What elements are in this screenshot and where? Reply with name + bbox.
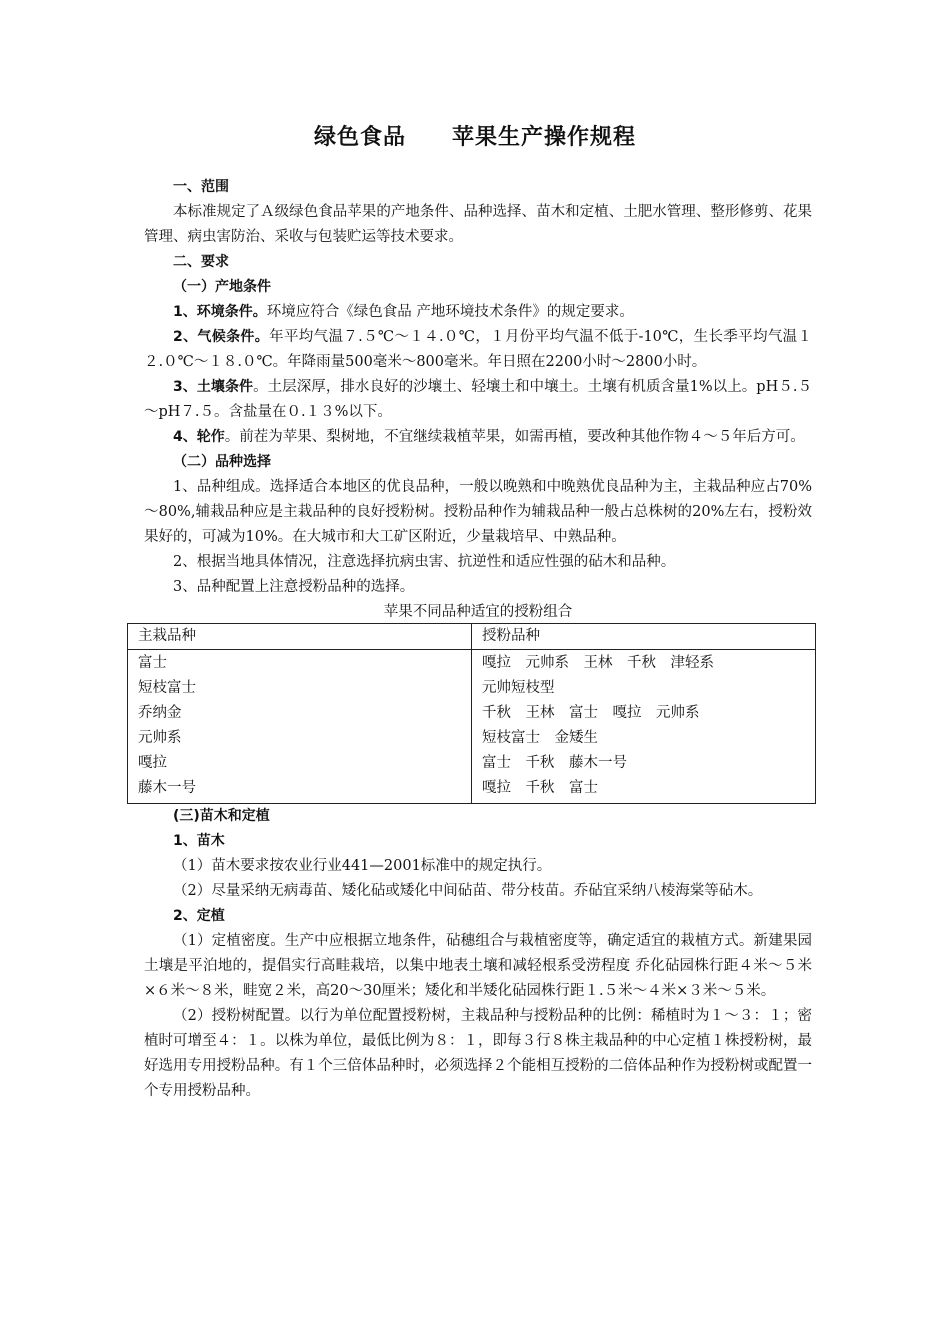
main-variety-cell: 藤木一号 <box>138 779 196 796</box>
pollination-table <box>127 623 816 804</box>
climate-label: 2、气候条件。 <box>173 329 270 345</box>
pollinator-variety-column <box>472 649 816 803</box>
seedling-paragraph-2: （2）尽量采纳无病毒苗、矮化砧或矮化中间砧苗、带分枝苗。乔砧宜采纳八棱海棠等砧木。 <box>173 882 763 899</box>
pollinator-variety-cell: 嘎拉 元帅系 王林 千秋 津轻系 <box>482 654 714 671</box>
heading-planting: 2、定植 <box>173 907 225 924</box>
environment-label: 1、环境条件。 <box>173 304 267 320</box>
scope-paragraph: 本标准规定了Ａ级绿色食品苹果的产地条件、品种选择、苗木和定植、土肥水管理、整形修剪、花果管理、病虫害防治、采收与包装贮运等技术要求。 <box>144 204 812 245</box>
soil-paragraph <box>144 375 812 425</box>
soil-label: 3、土壤条件 <box>173 379 254 395</box>
table-body-row <box>128 649 816 803</box>
variety-paragraph-3: 3、品种配置上注意授粉品种的选择。 <box>173 579 415 595</box>
pollinator-variety-cell: 嘎拉 千秋 富士 <box>482 779 598 796</box>
subsection-heading-variety: （二）品种选择 <box>173 454 271 470</box>
pollinator-variety-cell: 千秋 王林 富士 嘎拉 元帅系 <box>482 704 700 721</box>
pollinator-variety-cell: 富士 千秋 藤木一号 <box>482 754 627 771</box>
rotation-paragraph <box>144 425 812 450</box>
main-variety-cell: 短枝富士 <box>138 679 196 696</box>
pollinator-variety-cell: 短枝富士 金矮生 <box>482 729 598 746</box>
main-variety-cell: 元帅系 <box>138 729 182 746</box>
environment-paragraph <box>144 300 812 325</box>
rotation-text: 。前茬为苹果、梨树地，不宜继续栽植苹果，如需再植，要改种其他作物４～５年后方可。 <box>224 429 805 445</box>
table-header-row <box>128 624 816 650</box>
section-heading-scope: 一、范围 <box>173 179 229 195</box>
document-title: 绿色食品 苹果生产操作规程 <box>313 125 636 150</box>
main-variety-cell: 富士 <box>138 654 167 671</box>
pollinator-variety-cell: 元帅短枝型 <box>482 679 555 696</box>
header-pollinator-variety: 授粉品种 <box>472 624 816 650</box>
soil-text: 。土层深厚，排水良好的沙壤土、轻壤土和中壤土。土壤有机质含量1%以上。pH５.５～pH７.５。含盐量在０.１３%以下。 <box>144 379 812 420</box>
main-variety-cell: 嘎拉 <box>138 754 167 771</box>
section-heading-requirements: 二、要求 <box>173 254 229 270</box>
seedling-paragraph-1: （1）苗木要求按农业行业441—2001标准中的规定执行。 <box>173 857 552 874</box>
planting-paragraph-1: （1）定植密度。生产中应根据立地条件，砧穗组合与栽植密度等，确定适宜的栽植方式。新建果园土壤是平泊地的，提倡实行高畦栽培，以集中地表土壤和减轻根系受涝程度 乔化砧园株行距４米～５米×６米～８米，畦宽２米，高20～30厘米；矮化和半矮化砧园株行距１.５米～４米×３米～５米。 <box>144 932 812 999</box>
variety-paragraph-1: 1、品种组成。选择适合本地区的优良品种，一般以晚熟和中晚熟优良品种为主，主栽品种应占70%～80%,辅栽品种应是主栽品种的良好授粉树。授粉品种作为辅栽品种一般占总株树的20%左右，授粉效果好的，可减为10%。在大城市和大工矿区附近，少量栽培早、中熟品种。 <box>144 479 812 545</box>
variety-paragraph-2: 2、根据当地具体情况，注意选择抗病虫害、抗逆性和适应性强的砧木和品种。 <box>173 554 676 570</box>
main-variety-cell: 乔纳金 <box>138 704 182 721</box>
subsection-heading-site: （一）产地条件 <box>173 279 271 295</box>
planting-paragraph-2: （2）授粉树配置。以行为单位配置授粉树，主栽品种与授粉品种的比例：稀植时为１～３：１；密植时可增至４：１。以株为单位，最低比例为８：１，即每３行８株主栽品种的中心定植１株授粉树，最好选用专用授粉品种。有１个三倍体品种时，必须选择２个能相互授粉的二倍体品种作为授粉树或配置一个专用授粉品种。 <box>144 1007 812 1099</box>
table-caption: 苹果不同品种适宜的授粉组合 <box>383 604 573 620</box>
header-main-variety: 主栽品种 <box>128 624 472 650</box>
environment-text: 环境应符合《绿色食品 产地环境技术条件》的规定要求。 <box>266 304 634 320</box>
subsection-heading-seedlings: (三)苗木和定植 <box>173 807 270 824</box>
main-variety-column <box>128 649 472 803</box>
rotation-label: 4、轮作 <box>173 429 225 445</box>
heading-seedlings: 1、苗木 <box>173 832 225 849</box>
climate-paragraph <box>144 325 812 375</box>
document-body <box>138 175 812 1104</box>
climate-text: 年平均气温７.５℃～１４.０℃，１月份平均气温不低于-10℃，生长季平均气温１２.０℃～１８.０℃。年降雨量500毫米～800毫米。年日照在2200小时～2800小时。 <box>144 329 812 370</box>
